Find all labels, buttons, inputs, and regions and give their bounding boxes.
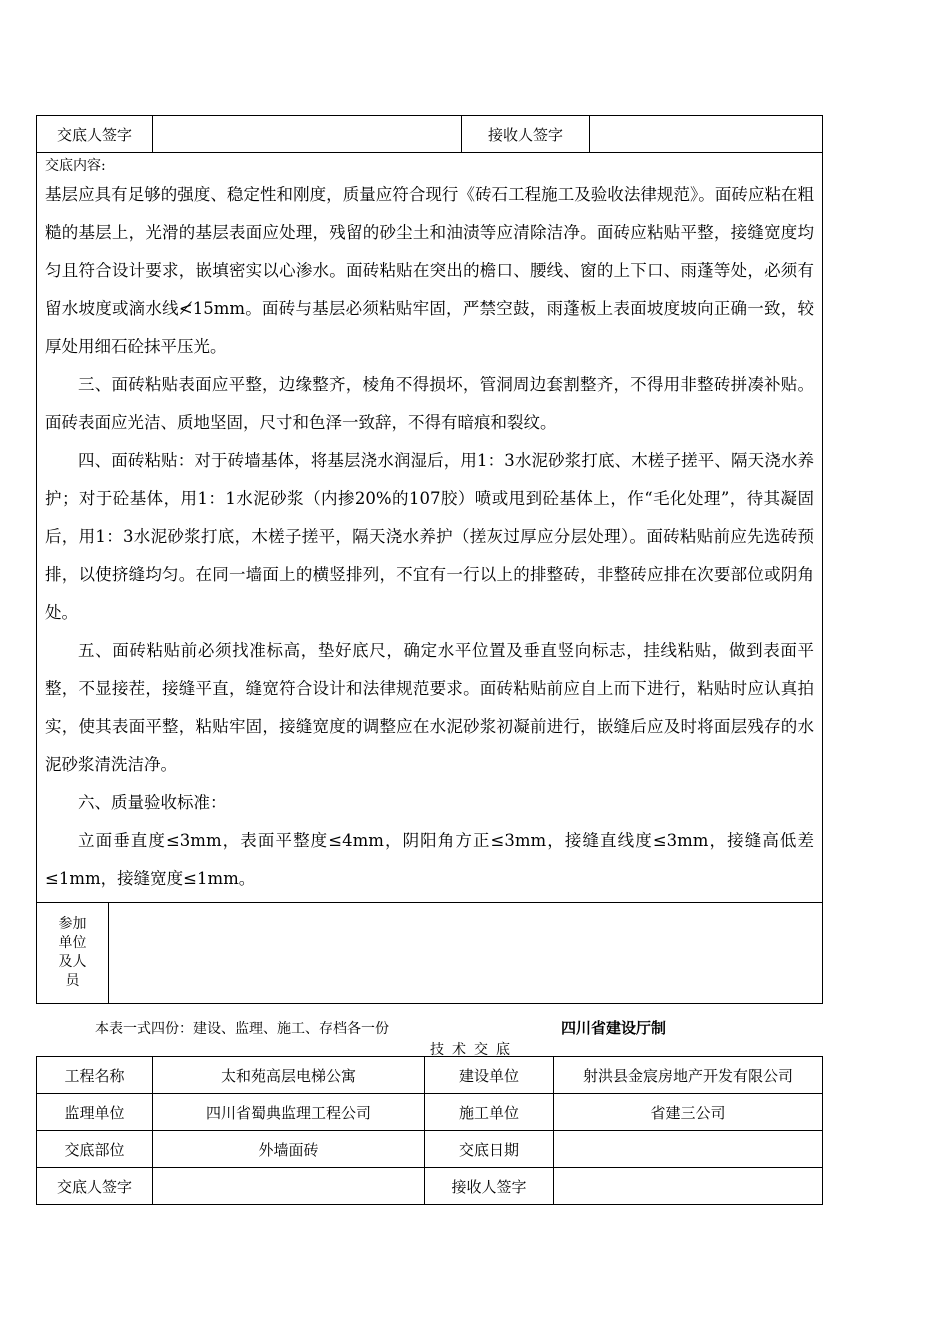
content-paragraph: 六、质量验收标准： — [78, 793, 227, 812]
copies-note: 本表一式四份：建设、监理、施工、存档各一份 — [95, 1021, 389, 1037]
date-label: 交底日期 — [425, 1131, 554, 1168]
contractor-label: 施工单位 — [425, 1094, 554, 1131]
content-paragraph: 三、面砖粘贴表面应平整，边缘整齐，棱角不得损坏，管洞周边套割整齐，不得用非整砖拼凑补贴。面砖表面应光洁、质地坚固，尺寸和色泽一致辞，不得有暗痕和裂纹。 — [45, 375, 815, 432]
receiver-sign-field[interactable] — [590, 116, 823, 153]
giver-sign-label: 交底人签字 — [37, 116, 153, 153]
giver-sign-field[interactable] — [153, 1168, 425, 1205]
owner-label: 建设单位 — [425, 1057, 554, 1094]
owner-value: 射洪县金宸房地产开发有限公司 — [554, 1057, 823, 1094]
receiver-sign-label: 接收人签字 — [425, 1168, 554, 1205]
date-field[interactable] — [554, 1131, 823, 1168]
project-name-label: 工程名称 — [37, 1057, 153, 1094]
content-paragraph: 四、面砖粘贴：对于砖墙基体，将基层浇水润湿后，用1：3水泥砂浆打底、木槎子搓平、隔天浇水养护；对于砼基体，用1：1水泥砂浆（内掺20%的107胶）喷或甩到砼基体上，作“毛化处理”，待其凝固后，用1：3水泥砂浆打底，木槎子搓平，隔天浇水养护（搓灰过厚应分层处理）。面砖粘贴前应先选砖预排，以使挤缝均匀。在同一墙面上的横竖排列，不宜有一行以上的排整砖，非整砖应排在次要部位或阴角处。 — [45, 451, 815, 622]
issuing-org: 四川省建设厅制 — [561, 1019, 667, 1037]
supervisor-value: 四川省蜀典监理工程公司 — [153, 1094, 425, 1131]
part-value: 外墙面砖 — [153, 1131, 425, 1168]
part-label: 交底部位 — [37, 1131, 153, 1168]
project-info-table — [36, 1056, 823, 1205]
content-paragraph: 立面垂直度≤3mm，表面平整度≤4mm，阴阳角方正≤3mm，接缝直线度≤3mm，接缝高低差≤1mm，接缝宽度≤1mm。 — [45, 831, 815, 888]
giver-sign-field[interactable] — [153, 116, 462, 153]
participants-field[interactable] — [109, 903, 823, 1004]
content-paragraph: 基层应具有足够的强度、稳定性和刚度，质量应符合现行《砖石工程施工及验收法律规范》。面砖应粘在粗糙的基层上，光滑的基层表面应处理，残留的砂尘土和油渍等应清除洁净。面砖应粘贴平整，接缝宽度均匀且符合设计要求，嵌填密实以心渗水。面砖粘贴在突出的檐口、腰线、窗的上下口、雨蓬等处，必须有留水坡度或滴水线≮15mm。面砖与基层必须粘贴牢固，严禁空鼓，雨蓬板上表面坡度坡向正确一致，较厚处用细石砼抹平压光。 — [45, 185, 815, 356]
receiver-sign-label: 接收人签字 — [462, 116, 590, 153]
document-title: 技术交底 — [430, 1042, 518, 1058]
participants-label: 参加 单位 及人 员 — [37, 903, 109, 1004]
content-label: 交底内容: — [45, 158, 106, 174]
disclosure-content-table — [36, 115, 823, 1004]
receiver-sign-field[interactable] — [554, 1168, 823, 1205]
giver-sign-label: 交底人签字 — [37, 1168, 153, 1205]
project-name-value: 太和苑高层电梯公寓 — [153, 1057, 425, 1094]
content-paragraph: 五、面砖粘贴前必须找准标高，垫好底尺，确定水平位置及垂直竖向标志，挂线粘贴，做到表面平整，不显接茬，接缝平直，缝宽符合设计和法律规范要求。面砖粘贴前应自上而下进行，粘贴时应认真拍实，使其表面平整，粘贴牢固，接缝宽度的调整应在水泥砂浆初凝前进行，嵌缝后应及时将面层残存的水泥砂浆清洗洁净。 — [45, 641, 815, 774]
supervisor-label: 监理单位 — [37, 1094, 153, 1131]
disclosure-content — [37, 153, 823, 903]
contractor-value: 省建三公司 — [554, 1094, 823, 1131]
